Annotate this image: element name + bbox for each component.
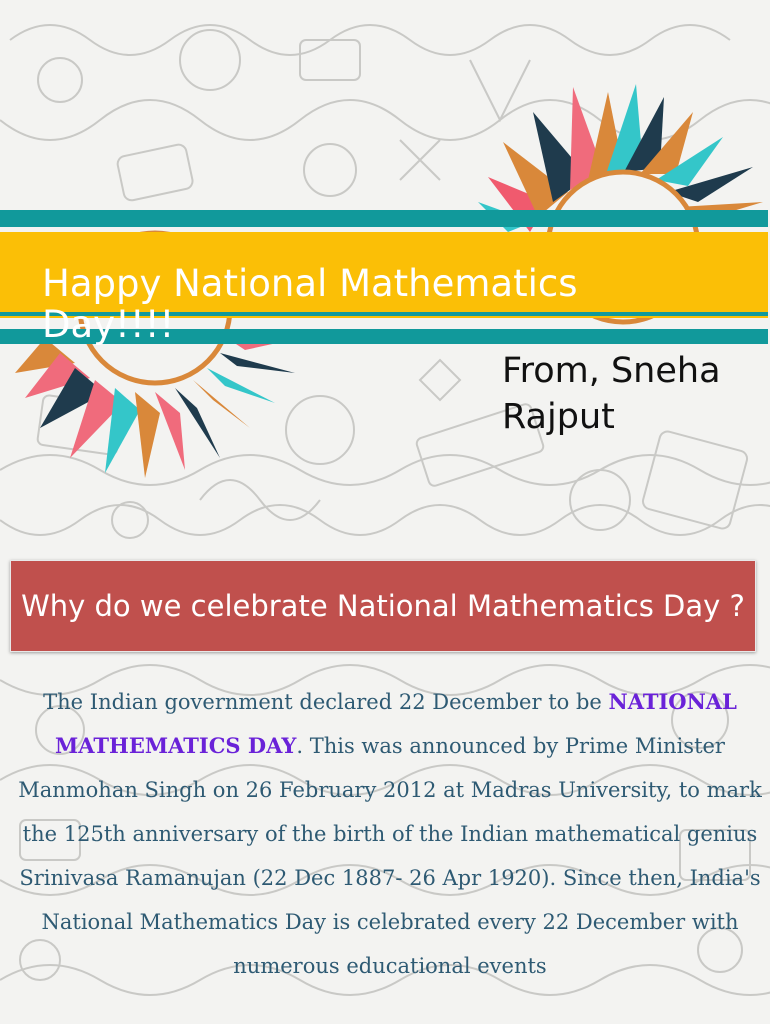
author-line-2: Rajput <box>502 397 615 437</box>
author-credit <box>502 348 764 440</box>
body-text-before: The Indian government declared 22 December to be <box>43 690 609 714</box>
body-paragraph <box>10 680 770 988</box>
question-heading <box>10 560 756 652</box>
author-line-1: From, Sneha <box>502 351 721 391</box>
banner-title-overflow-text: Day!!!! <box>42 303 175 346</box>
question-text: Why do we celebrate National Mathematics Day ? <box>21 589 745 623</box>
banner-title: Happy National Mathematics <box>42 262 578 305</box>
body-highlight: NATIONAL MATHEMATICS DAY <box>55 689 737 758</box>
banner-title-overflow <box>42 303 272 346</box>
body-text-after: . This was announced by Prime Minister Manmohan Singh on 26 February 2012 at Madras University, to mark the 125th anniversary of the birth of the Indian mathematical genius Srinivasa Ramanujan (22 Dec 1887- 26 Apr 1920). Since then, India's National Mathematics Day is celebrated every 22 December with numerous educational events <box>18 734 762 978</box>
banner-top-stripe <box>0 210 768 227</box>
